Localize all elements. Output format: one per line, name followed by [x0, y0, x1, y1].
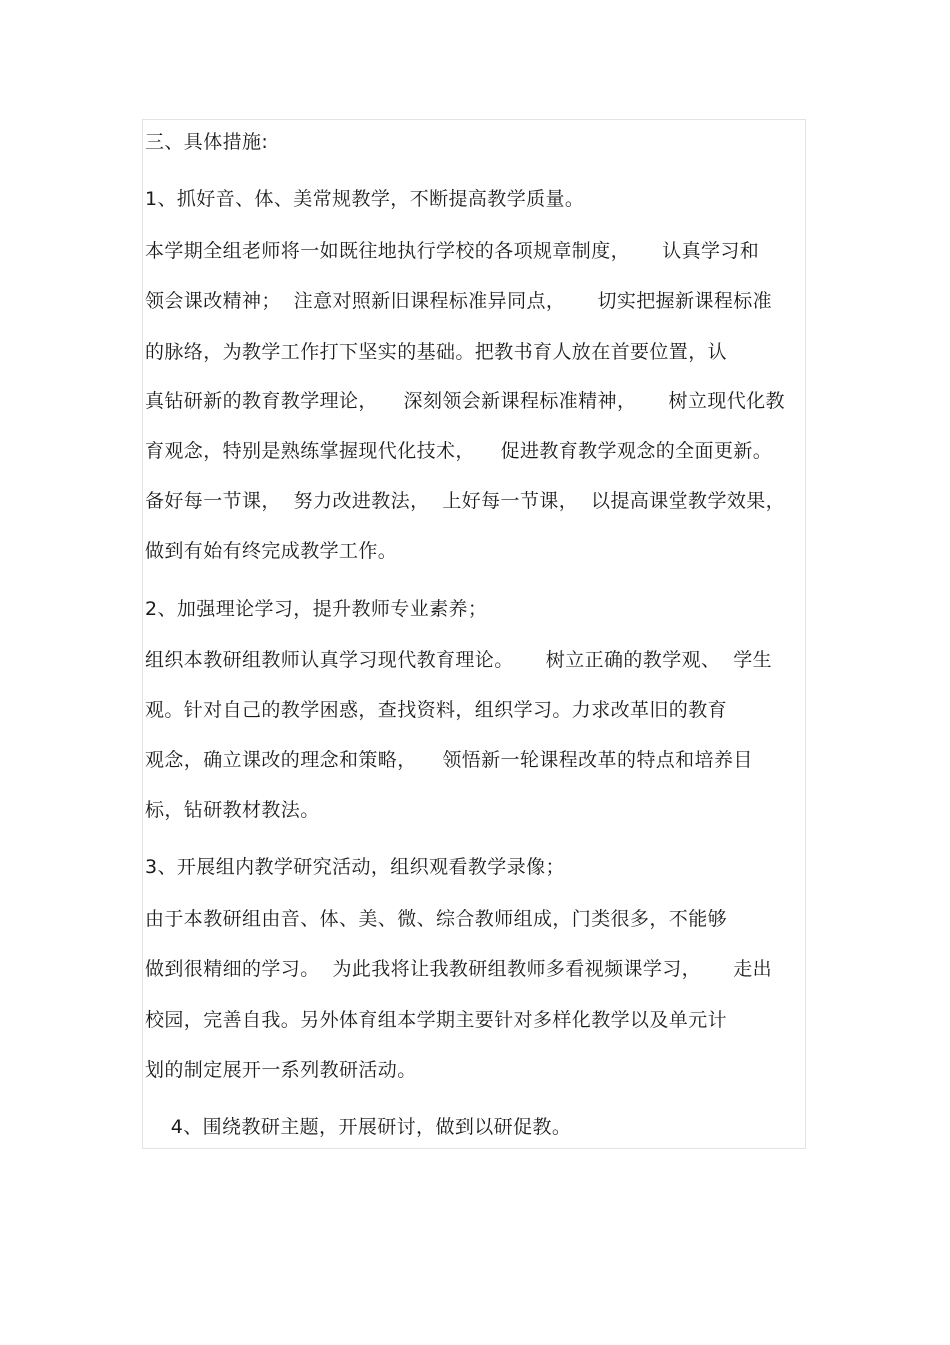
paragraph-line: 观念，确立课改的理念和策略， 领悟新一轮课程改革的特点和培养目	[145, 749, 753, 771]
item-heading-1: 1、抓好音、体、美常规教学，不断提高教学质量。	[145, 188, 585, 210]
item-heading-3: 3、开展组内教学研究活动，组织观看教学录像；	[145, 856, 565, 878]
paragraph-line: 做到很精细的学习。 为此我将让我教研组教师多看视频课学习， 走出	[145, 958, 773, 980]
paragraph-line: 校园，完善自我。另外体育组本学期主要针对多样化教学以及单元计	[145, 1009, 728, 1031]
paragraph-line: 由于本教研组由音、体、美、微、综合教师组成，门类很多，不能够	[145, 908, 728, 930]
paragraph-line: 真钻研新的教育教学理论， 深刻领会新课程标准精神， 树立现代化教	[145, 390, 785, 412]
item-heading-2: 2、加强理论学习，提升教师专业素养；	[145, 598, 488, 620]
paragraph-line: 备好每一节课， 努力改进教法， 上好每一节课， 以提高课堂教学效果，	[145, 490, 786, 512]
paragraph-line: 领会课改精神； 注意对照新旧课程标准异同点， 切实把握新课程标准	[145, 290, 773, 312]
document-frame	[142, 119, 806, 1149]
paragraph-line: 标，钻研教材教法。	[145, 799, 320, 821]
paragraph-line: 育观念，特别是熟练掌握现代化技术， 促进教育教学观念的全面更新。	[145, 440, 773, 462]
paragraph-line: 本学期全组老师将一如既往地执行学校的各项规章制度， 认真学习和	[145, 240, 760, 262]
paragraph-line: 划的制定展开一系列教研活动。	[145, 1059, 417, 1081]
section-heading: 三、具体措施:	[145, 131, 269, 153]
paragraph-line: 的脉络，为教学工作打下坚实的基础。把教书育人放在首要位置，认	[145, 341, 728, 363]
item-heading-4: 4、围绕教研主题，开展研讨，做到以研促教。	[145, 1116, 572, 1138]
paragraph-line: 组织本教研组教师认真学习现代教育理论。 树立正确的教学观、 学生	[145, 649, 773, 671]
paragraph-line: 观。针对自己的教学困惑，查找资料，组织学习。力求改革旧的教育	[145, 699, 728, 721]
paragraph-line: 做到有始有终完成教学工作。	[145, 540, 398, 562]
